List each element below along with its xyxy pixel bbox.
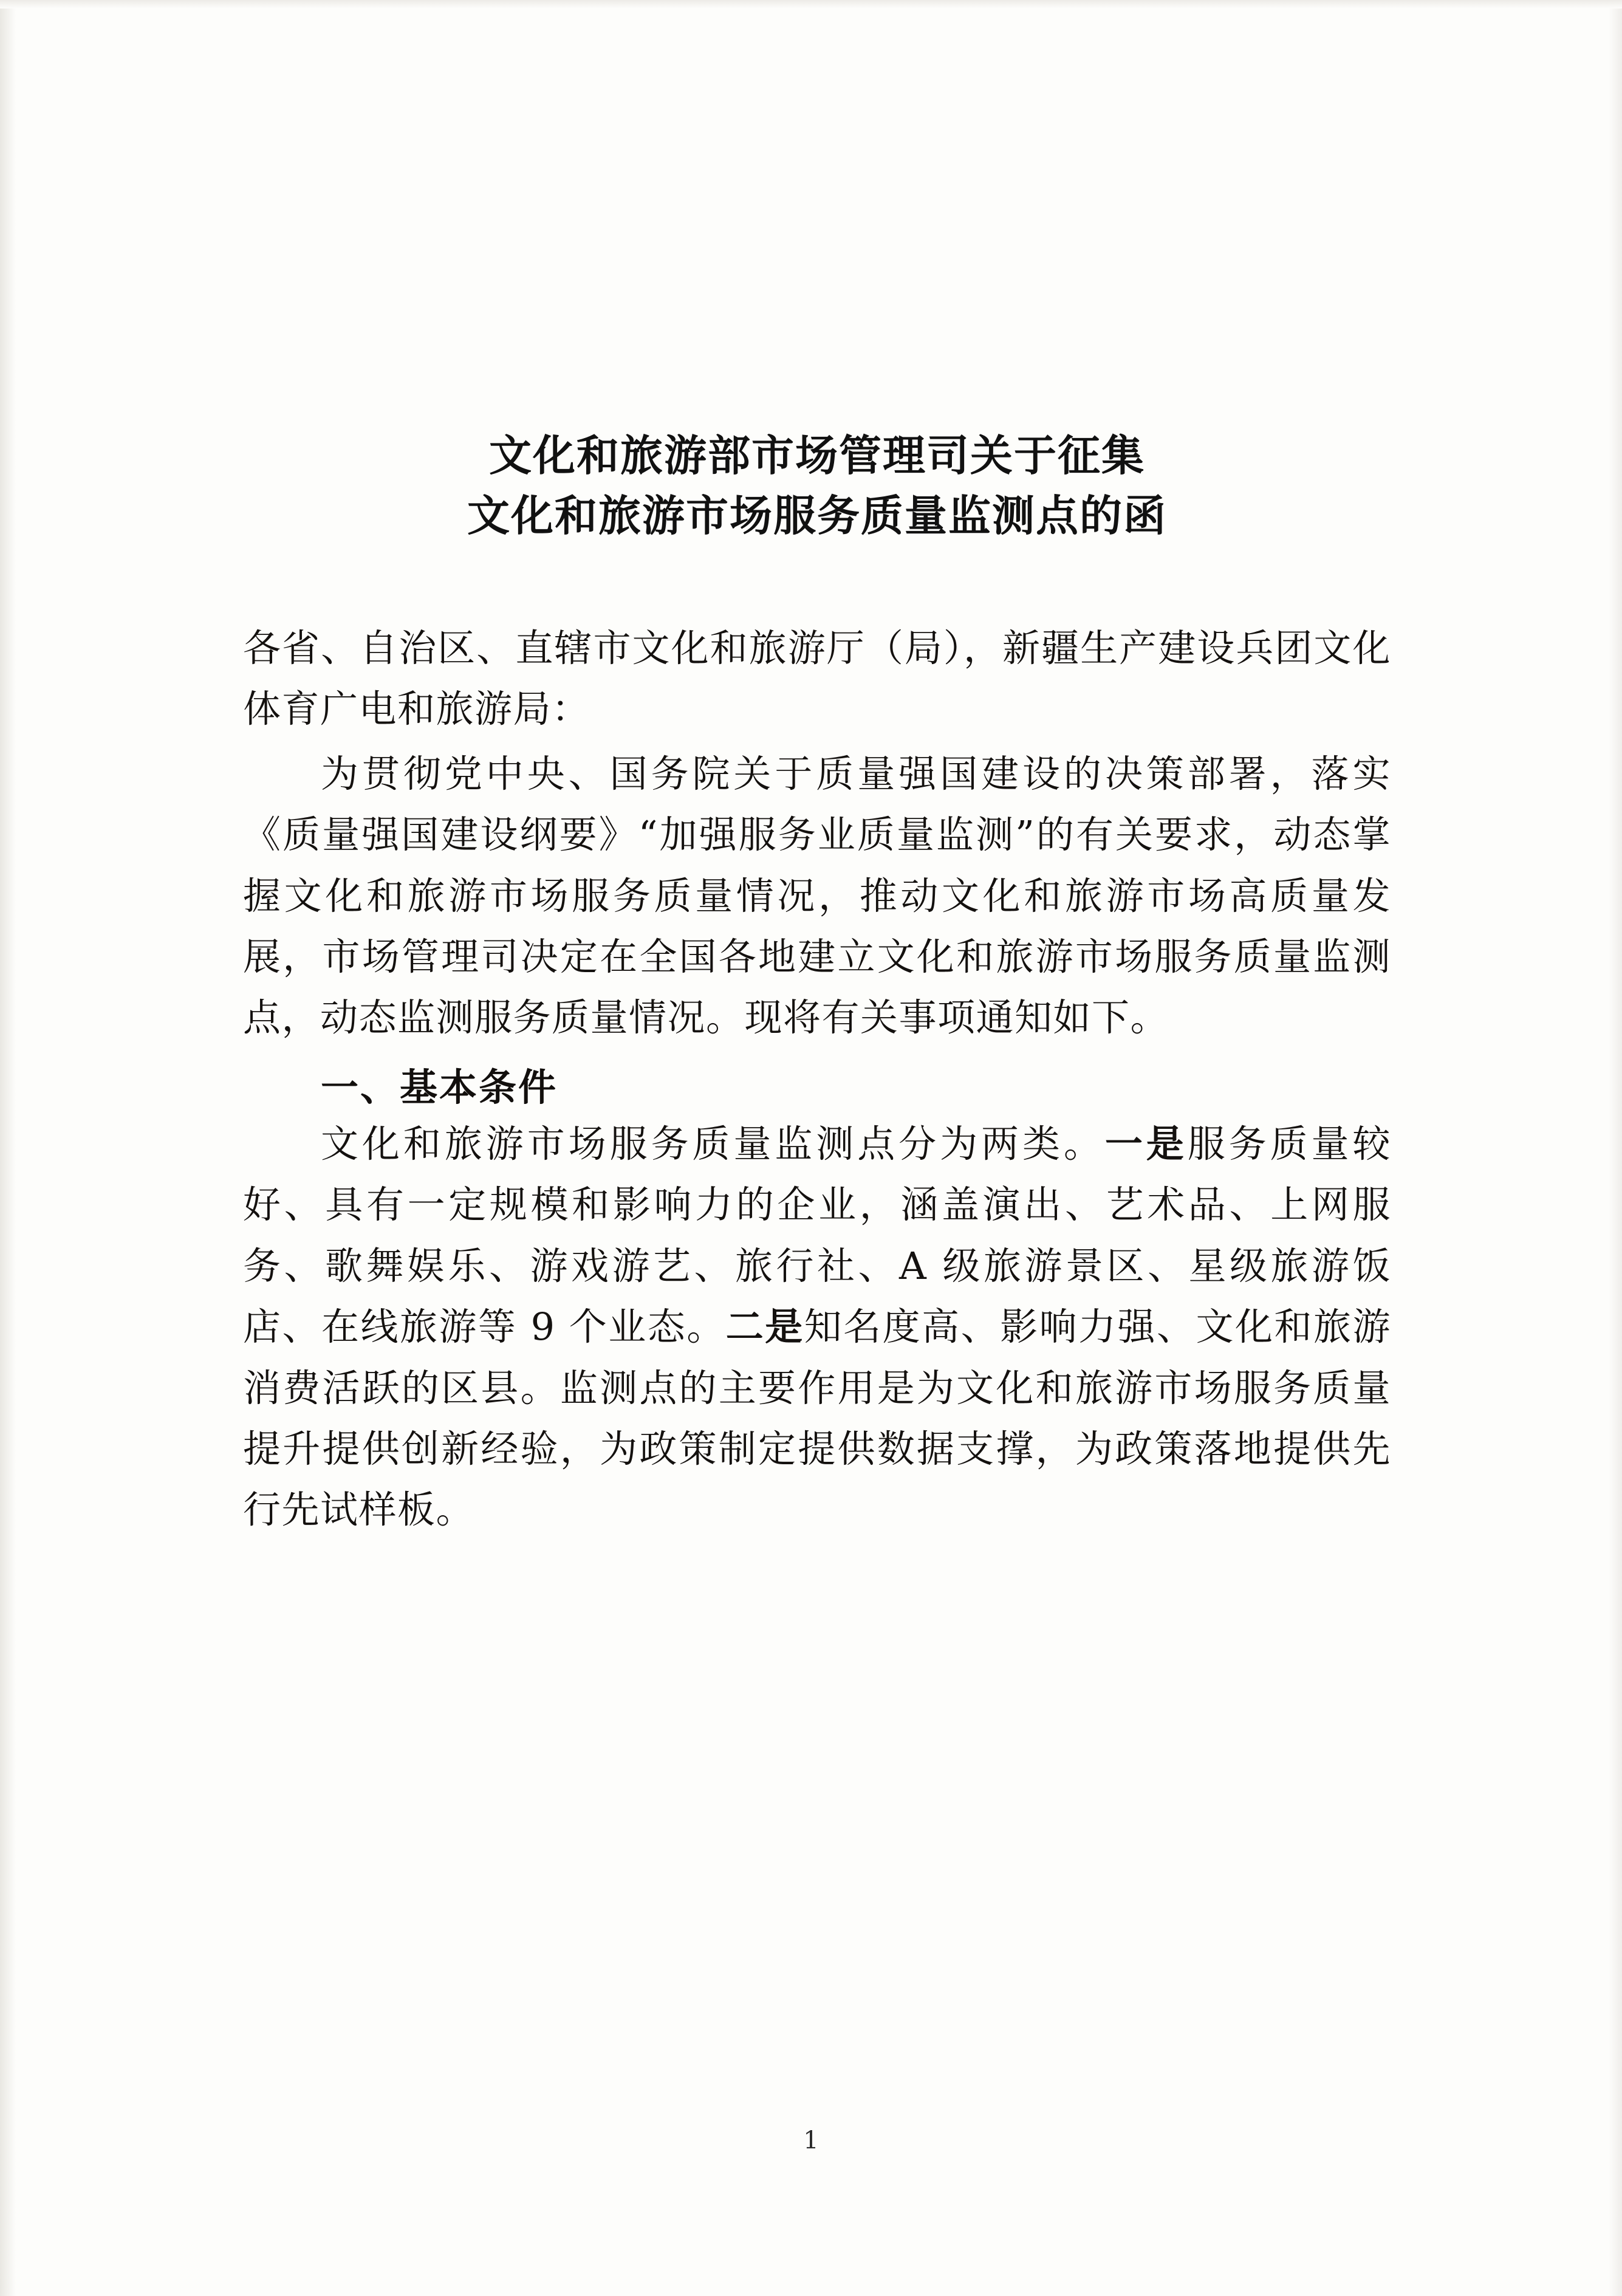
section-1-text-part1: 文化和旅游市场服务质量监测点分为两类。 [321,1121,1105,1166]
section-heading-1: 一、基本条件 [321,1064,558,1109]
addressee-paragraph: 各省、自治区、直辖市文化和旅游厅（局），新疆生产建设兵团文化体育广电和旅游局： [243,625,1391,732]
section-1-emphasis-2: 二是 [725,1304,804,1349]
title-line-1: 文化和旅游部市场管理司关于征集 [489,430,1145,481]
page-number: 1 [803,2126,819,2154]
document-body [243,425,1391,1544]
body-text [243,618,1391,1541]
scan-edge-left [0,0,16,2296]
section-1-text-part2: 服务质量较好、具有一定规模和影响力的企业，涵盖演出、艺术品、上网服务、歌舞娱乐、游戏游艺、旅行社、A 级旅游景区、星级旅游饭店、在线旅游等 9 个业态。 [243,1121,1391,1349]
section-1-emphasis-1: 一是 [1104,1121,1188,1166]
paragraph-section-1 [243,1114,1391,1541]
scan-edge-top [0,0,1622,9]
scan-edge-right [1609,0,1622,2296]
section-1-text-part3: 知名度高、影响力强、文化和旅游消费活跃的区县。监测点的主要作用是为文化和旅游市场服务质量提升提供创新经验，为政策制定提供数据支撑，为政策落地提供先行先试样板。 [243,1304,1391,1532]
paragraph-1: 为贯彻党中央、国务院关于质量强国建设的决策部署，落实《质量强国建设纲要》“加强服务业质量监测”的有关要求，动态掌握文化和旅游市场服务质量情况，推动文化和旅游市场高质量发展，市场管理司决定在全国各地建立文化和旅游市场服务质量监测点，动态监测服务质量情况。现将有关事项通知如下。 [243,751,1391,1040]
title-line-2: 文化和旅游市场服务质量监测点的函 [467,490,1167,541]
page-title [243,425,1391,546]
